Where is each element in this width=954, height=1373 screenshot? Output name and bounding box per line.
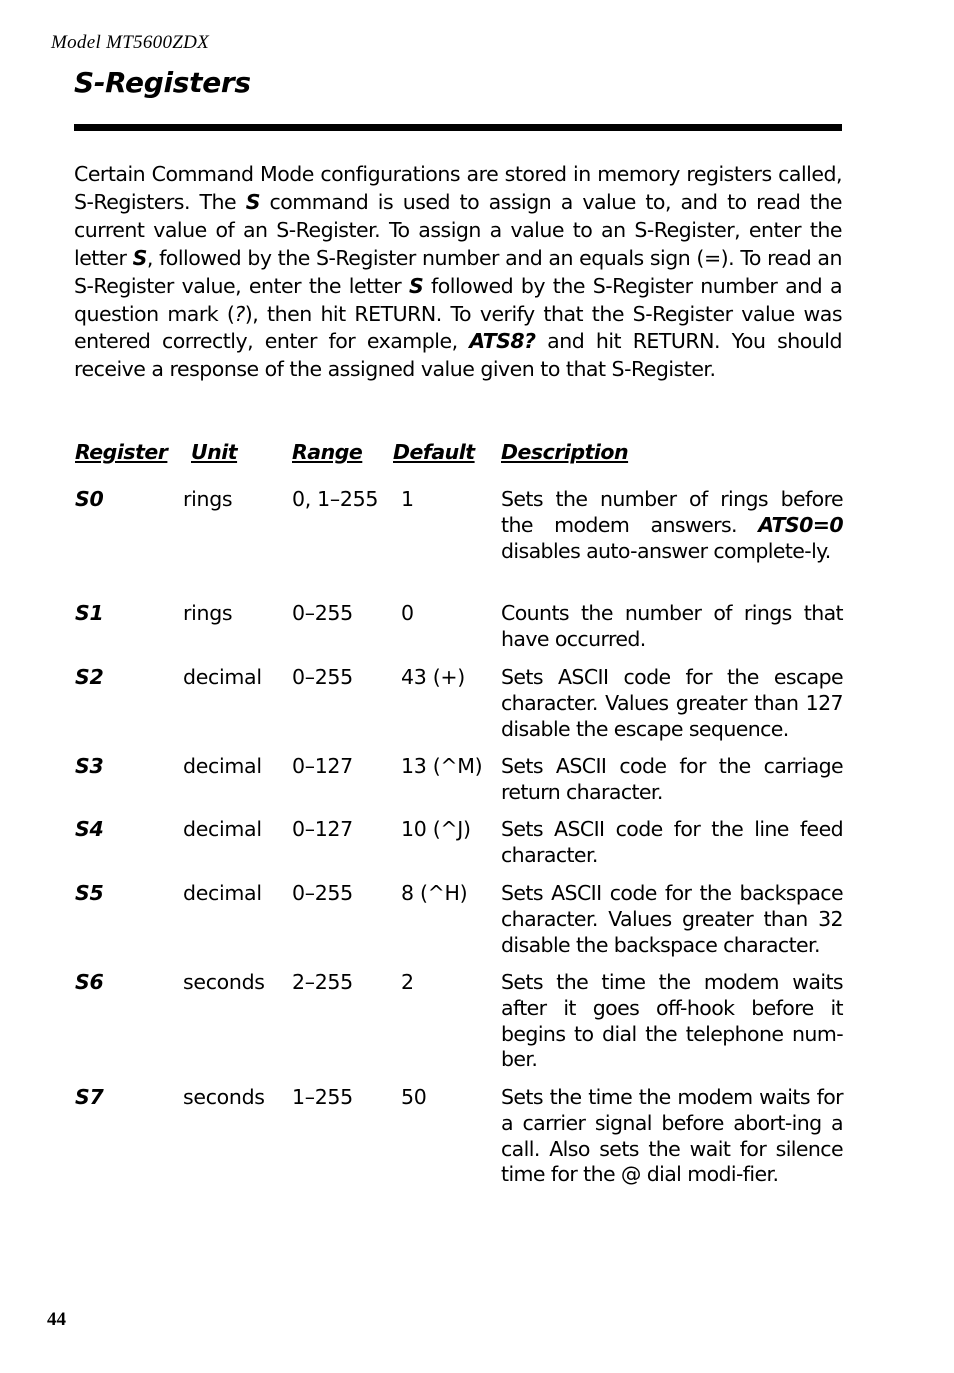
register-name: S5	[75, 881, 104, 905]
header-range: Range	[292, 440, 363, 464]
register-name: S3	[75, 754, 104, 778]
register-default: 1	[401, 487, 414, 511]
register-description: Sets the time the modem waits for a carrier signal before abort-ing a call. Also sets the wait for silence time for the @ dial modi-fier.	[501, 1085, 843, 1187]
register-name: S4	[75, 817, 104, 841]
register-unit: rings	[183, 487, 233, 511]
intro-text: , followed by the S-Register number and an equals sign (	[146, 245, 704, 270]
register-default: 43 (+)	[401, 665, 465, 689]
register-description: Sets ASCII code for the escape character. Values greater than 127 disable the escape sequence.	[501, 665, 843, 741]
header-unit: Unit	[191, 440, 238, 464]
register-description: Sets the time the modem waits after it goes off-hook before it begins to dial the telephone num-ber.	[501, 970, 843, 1072]
intro-text: followed by the S-Register number and a question mark (	[74, 273, 843, 326]
title-rule	[74, 124, 842, 131]
register-range: 0, 1–255	[292, 487, 379, 511]
intro-text: and hit RETURN. You should receive a response of the assigned value given to that S-Register.	[74, 329, 842, 382]
register-name: S0	[75, 487, 104, 511]
description-text: Sets the number of rings before the modem answers.	[501, 487, 843, 537]
intro-text: ). To read an S-Register value, enter the letter	[74, 245, 842, 298]
header-register: Register	[75, 440, 168, 464]
equals-sign: =	[703, 245, 721, 270]
command-s: S	[408, 273, 424, 298]
register-name: S6	[75, 970, 104, 994]
register-default: 0	[401, 601, 414, 625]
question-mark: ?	[234, 301, 245, 326]
register-range: 2–255	[292, 970, 353, 994]
intro-text: ), then hit RETURN. To verify that the S-Register value was entered correctly, enter for example,	[74, 301, 842, 354]
register-range: 0–127	[292, 817, 353, 841]
register-description: Sets ASCII code for the backspace character. Values greater than 32 disable the backspace character.	[501, 881, 843, 957]
register-unit: decimal	[183, 817, 262, 841]
register-name: S2	[75, 665, 104, 689]
register-default: 8 (^H)	[401, 881, 468, 905]
register-range: 0–255	[292, 881, 353, 905]
register-name: S1	[75, 601, 104, 625]
description-command: ATS0=0	[758, 512, 843, 537]
register-default: 2	[401, 970, 414, 994]
register-range: 0–255	[292, 665, 353, 689]
register-range: 0–127	[292, 754, 353, 778]
register-name: S7	[75, 1085, 104, 1109]
register-range: 1–255	[292, 1085, 353, 1109]
register-description	[501, 487, 843, 564]
page-title: S-Registers	[74, 66, 251, 99]
register-unit: seconds	[183, 970, 265, 994]
header-description: Description	[501, 440, 629, 464]
register-default: 50	[401, 1085, 427, 1109]
header-default: Default	[393, 440, 475, 464]
intro-paragraph	[74, 161, 842, 384]
intro-text: Certain Command Mode configurations are stored in memory registers called, S-Registers. The	[74, 162, 842, 214]
register-unit: decimal	[183, 754, 262, 778]
command-s: S	[132, 245, 147, 270]
page-number: 44	[47, 1309, 66, 1330]
register-description: Counts the number of rings that have occurred.	[501, 601, 843, 651]
intro-text: command is used to assign a value to, and to read the current value of an S-Register. To assign a value to an S-Register, enter the letter	[74, 189, 842, 270]
register-unit: decimal	[183, 665, 262, 689]
register-default: 13 (^M)	[401, 754, 483, 778]
register-unit: decimal	[183, 881, 262, 905]
command-s: S	[245, 189, 260, 214]
register-unit: rings	[183, 601, 233, 625]
register-unit: seconds	[183, 1085, 265, 1109]
register-range: 0–255	[292, 601, 353, 625]
table-header	[0, 440, 954, 472]
example-command: ATS8?	[469, 329, 536, 354]
description-text: disables auto-answer complete-ly.	[501, 538, 831, 563]
header-model-name: Model MT5600ZDX	[51, 32, 210, 53]
register-description: Sets ASCII code for the line feed character.	[501, 817, 843, 867]
register-description: Sets ASCII code for the carriage return character.	[501, 754, 843, 804]
register-default: 10 (^J)	[401, 817, 471, 841]
